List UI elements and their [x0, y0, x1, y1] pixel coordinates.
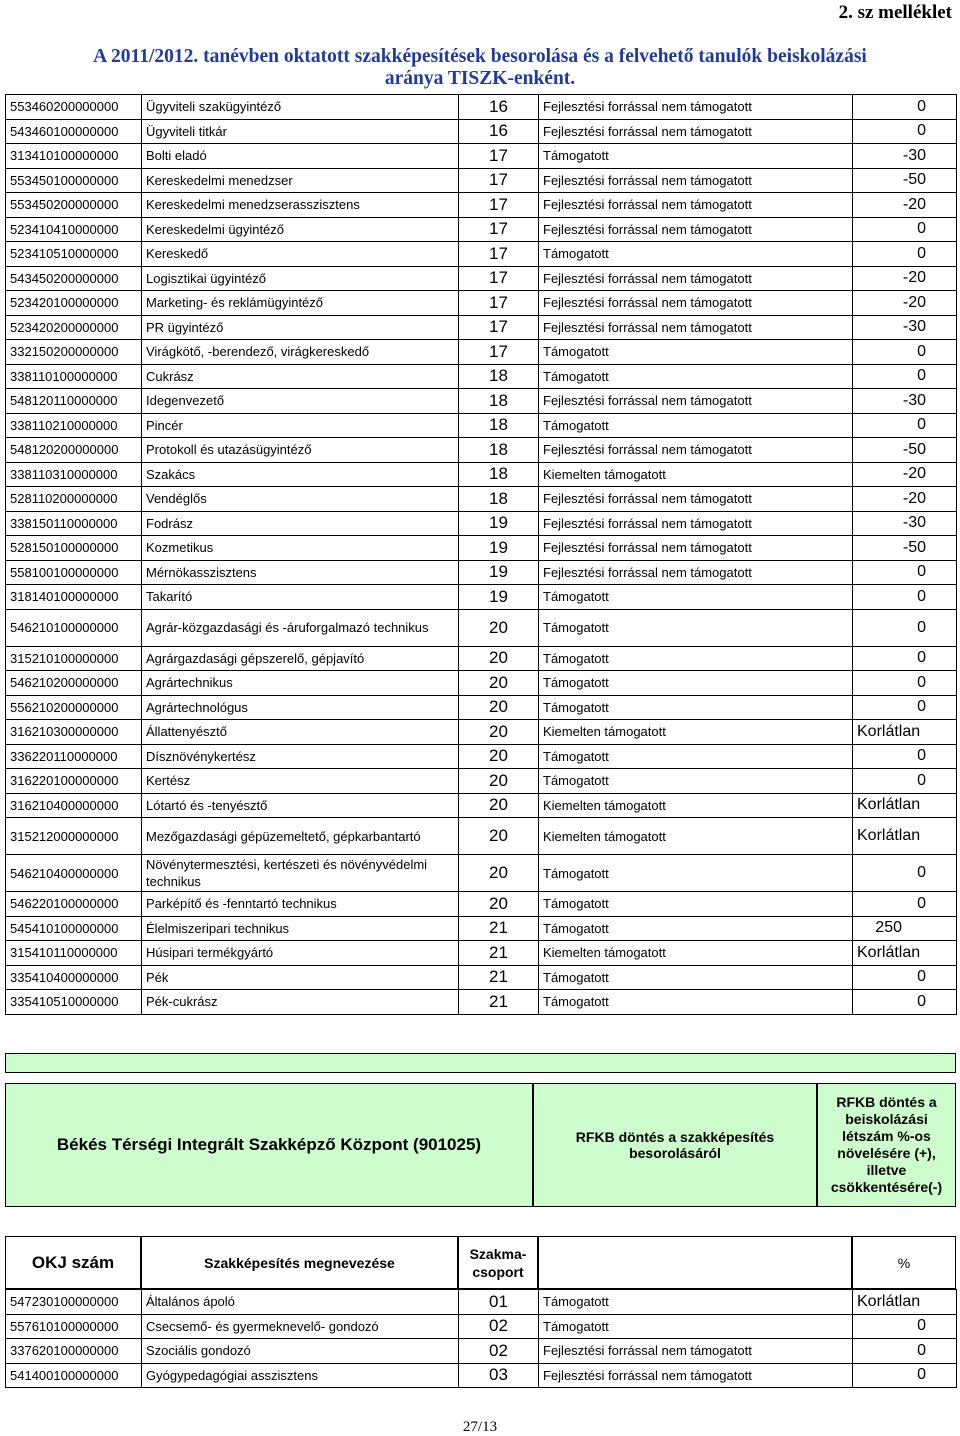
support-status: Támogatott	[539, 965, 853, 990]
table-row	[6, 266, 957, 291]
profession-group: 16	[459, 95, 539, 120]
support-status: Támogatott	[539, 892, 853, 917]
support-status: Támogatott	[539, 1290, 853, 1315]
profession-group: 19	[459, 536, 539, 561]
support-status: Támogatott	[539, 744, 853, 769]
profession-group: 17	[459, 193, 539, 218]
intake-change: 0	[853, 965, 957, 990]
okj-code: 546210400000000	[6, 855, 142, 892]
qualification-name: Lótartó és -tenyésztő	[142, 793, 459, 818]
okj-code: 548120200000000	[6, 438, 142, 463]
intake-change: 0	[853, 646, 957, 671]
profession-group: 17	[459, 340, 539, 365]
qualification-name: PR ügyintéző	[142, 315, 459, 340]
table-row	[6, 144, 957, 169]
intake-change: -20	[853, 193, 957, 218]
okj-code: 337620100000000	[6, 1339, 142, 1364]
support-status: Támogatott	[539, 695, 853, 720]
support-status: Kiemelten támogatott	[539, 462, 853, 487]
table-row	[6, 389, 957, 414]
support-status: Kiemelten támogatott	[539, 720, 853, 745]
table-row	[6, 193, 957, 218]
table-row	[6, 95, 957, 120]
table-row	[6, 695, 957, 720]
intake-change: 0	[853, 340, 957, 365]
table-row	[6, 671, 957, 696]
table-row	[6, 585, 957, 610]
qualification-name: Parképítő és -fenntartó technikus	[142, 892, 459, 917]
intake-change: -20	[853, 462, 957, 487]
profession-group: 17	[459, 217, 539, 242]
intake-change: 250	[853, 916, 957, 941]
okj-code: 335410400000000	[6, 965, 142, 990]
qualification-name: Pék	[142, 965, 459, 990]
okj-code: 546210200000000	[6, 671, 142, 696]
table-row	[6, 646, 957, 671]
okj-code: 313410100000000	[6, 144, 142, 169]
qualification-name: Dísznövénykertész	[142, 744, 459, 769]
table-row	[6, 364, 957, 389]
profession-group: 20	[459, 671, 539, 696]
support-status: Támogatott	[539, 855, 853, 892]
intake-change: -20	[853, 266, 957, 291]
okj-column-header: OKJ szám	[5, 1236, 141, 1289]
support-status: Támogatott	[539, 671, 853, 696]
okj-code: 335410510000000	[6, 990, 142, 1015]
support-status: Támogatott	[539, 609, 853, 646]
page-title	[0, 46, 960, 90]
support-status: Fejlesztési forrással nem támogatott	[539, 95, 853, 120]
support-status: Fejlesztési forrással nem támogatott	[539, 438, 853, 463]
support-status: Fejlesztési forrással nem támogatott	[539, 511, 853, 536]
intake-change: -30	[853, 315, 957, 340]
okj-code: 316210400000000	[6, 793, 142, 818]
support-status: Kiemelten támogatott	[539, 793, 853, 818]
intake-change: 0	[853, 744, 957, 769]
okj-code: 316210300000000	[6, 720, 142, 745]
table-row	[6, 769, 957, 794]
okj-code: 336220110000000	[6, 744, 142, 769]
intake-change: 0	[853, 413, 957, 438]
qualification-name: Fodrász	[142, 511, 459, 536]
qualification-name: Növénytermesztési, kertészeti és növényvédelmi technikus	[142, 855, 459, 892]
okj-code: 553450200000000	[6, 193, 142, 218]
intake-change: Korlátlan	[853, 720, 957, 745]
qualification-name: Virágkötő, -berendező, virágkereskedő	[142, 340, 459, 365]
table-row	[6, 119, 957, 144]
qualification-name: Csecsemő- és gyermeknevelő- gondozó	[142, 1314, 459, 1339]
support-status: Fejlesztési forrással nem támogatott	[539, 536, 853, 561]
intake-change: -50	[853, 168, 957, 193]
table-row	[6, 315, 957, 340]
column-header-row	[5, 1236, 956, 1289]
table-row	[6, 793, 957, 818]
intake-change: 0	[853, 671, 957, 696]
profession-group: 21	[459, 965, 539, 990]
okj-code: 558100100000000	[6, 560, 142, 585]
qualification-name: Vendéglős	[142, 487, 459, 512]
table-row	[6, 855, 957, 892]
intake-change: 0	[853, 769, 957, 794]
title-line-1: A 2011/2012. tanévben oktatott szakképesítések besorolása és a felvehető tanulók beiskolázási	[93, 46, 867, 67]
qualification-name: Kereskedő	[142, 242, 459, 267]
profession-group: 17	[459, 315, 539, 340]
table-row	[6, 217, 957, 242]
support-status: Fejlesztési forrással nem támogatott	[539, 266, 853, 291]
support-status: Fejlesztési forrással nem támogatott	[539, 217, 853, 242]
profession-group: 02	[459, 1339, 539, 1364]
table-row	[6, 536, 957, 561]
okj-code: 547230100000000	[6, 1290, 142, 1315]
table-row	[6, 560, 957, 585]
table-row	[6, 941, 957, 966]
table-row	[6, 242, 957, 267]
intake-change: 0	[853, 855, 957, 892]
support-status: Fejlesztési forrással nem támogatott	[539, 389, 853, 414]
center-name: Békés Térségi Integrált Szakképző Központ (901025)	[5, 1083, 533, 1207]
profession-group: 17	[459, 144, 539, 169]
okj-code: 523420100000000	[6, 291, 142, 316]
table-row	[6, 609, 957, 646]
table-row	[6, 1339, 957, 1364]
intake-change: 0	[853, 695, 957, 720]
support-status: Támogatott	[539, 1314, 853, 1339]
pct-column-header: %	[852, 1236, 956, 1289]
support-status: Fejlesztési forrással nem támogatott	[539, 315, 853, 340]
table-row	[6, 1314, 957, 1339]
profession-group: 16	[459, 119, 539, 144]
okj-code: 545410100000000	[6, 916, 142, 941]
okj-code: 528150100000000	[6, 536, 142, 561]
rfkb-classification-header: RFKB döntés a szakképesítés besorolásáról	[533, 1083, 817, 1207]
support-status: Támogatott	[539, 242, 853, 267]
rfkb-ratio-header: RFKB döntés a beiskolázási létszám %-os növelésére (+), illetve csökkentésére(-)	[817, 1083, 956, 1207]
intake-change: 0	[853, 609, 957, 646]
table-row	[6, 1290, 957, 1315]
profession-group: 20	[459, 646, 539, 671]
table-row	[6, 965, 957, 990]
page-number: 27/13	[462, 1419, 498, 1435]
okj-code: 543460100000000	[6, 119, 142, 144]
okj-code: 523420200000000	[6, 315, 142, 340]
okj-code: 553460200000000	[6, 95, 142, 120]
okj-code: 556210200000000	[6, 695, 142, 720]
profession-group: 17	[459, 242, 539, 267]
support-status: Kiemelten támogatott	[539, 941, 853, 966]
intake-change: Korlátlan	[853, 818, 957, 855]
okj-code: 315212000000000	[6, 818, 142, 855]
support-status: Támogatott	[539, 990, 853, 1015]
qualification-name: Gyógypedagógiai asszisztens	[142, 1363, 459, 1388]
qualification-name: Marketing- és reklámügyintéző	[142, 291, 459, 316]
intake-change: 0	[853, 95, 957, 120]
intake-change: -20	[853, 487, 957, 512]
intake-change: -30	[853, 389, 957, 414]
qualification-name: Pincér	[142, 413, 459, 438]
okj-code: 332150200000000	[6, 340, 142, 365]
support-status: Támogatott	[539, 413, 853, 438]
profession-group: 18	[459, 413, 539, 438]
profession-group: 20	[459, 818, 539, 855]
qualification-name: Agrártechnológus	[142, 695, 459, 720]
intake-change: -50	[853, 536, 957, 561]
support-status: Támogatott	[539, 585, 853, 610]
okj-code: 318140100000000	[6, 585, 142, 610]
profession-group: 02	[459, 1314, 539, 1339]
table-row	[6, 1363, 957, 1388]
table-row	[6, 413, 957, 438]
qualification-name: Agrártechnikus	[142, 671, 459, 696]
profession-group: 20	[459, 695, 539, 720]
intake-change: 0	[853, 1339, 957, 1364]
intake-change: 0	[853, 585, 957, 610]
qualification-name: Cukrász	[142, 364, 459, 389]
intake-change: 0	[853, 560, 957, 585]
support-status: Támogatott	[539, 340, 853, 365]
table-row	[6, 511, 957, 536]
support-status: Fejlesztési forrással nem támogatott	[539, 1363, 853, 1388]
qualification-name: Mezőgazdasági gépüzemeltető, gépkarbantartó	[142, 818, 459, 855]
profession-group: 19	[459, 560, 539, 585]
section2-table	[5, 1289, 957, 1388]
intake-change: -50	[853, 438, 957, 463]
qualifications-table	[5, 94, 957, 1015]
support-status: Támogatott	[539, 144, 853, 169]
intake-change: 0	[853, 1314, 957, 1339]
profession-group: 20	[459, 609, 539, 646]
qualification-name: Takarító	[142, 585, 459, 610]
profession-group: 18	[459, 438, 539, 463]
support-status: Fejlesztési forrással nem támogatott	[539, 291, 853, 316]
profession-group: 01	[459, 1290, 539, 1315]
support-status: Fejlesztési forrással nem támogatott	[539, 193, 853, 218]
group-column-header: Szakma-csoport	[458, 1236, 538, 1289]
table-row	[6, 340, 957, 365]
intake-change: -30	[853, 511, 957, 536]
support-status: Kiemelten támogatott	[539, 818, 853, 855]
profession-group: 20	[459, 720, 539, 745]
qualification-name: Kereskedelmi menedzserasszisztens	[142, 193, 459, 218]
qualification-name: Agrár-közgazdasági és -áruforgalmazó technikus	[142, 609, 459, 646]
okj-code: 338150110000000	[6, 511, 142, 536]
profession-group: 03	[459, 1363, 539, 1388]
okj-code: 316220100000000	[6, 769, 142, 794]
intake-change: 0	[853, 1363, 957, 1388]
qualification-name: Szociális gondozó	[142, 1339, 459, 1364]
qualification-name: Mérnökasszisztens	[142, 560, 459, 585]
qualification-name: Agrárgazdasági gépszerelő, gépjavító	[142, 646, 459, 671]
qualification-name: Bolti eladó	[142, 144, 459, 169]
support-status: Támogatott	[539, 364, 853, 389]
table-row	[6, 438, 957, 463]
okj-code: 553450100000000	[6, 168, 142, 193]
table-row	[6, 487, 957, 512]
table-row	[6, 818, 957, 855]
profession-group: 18	[459, 462, 539, 487]
okj-code: 338110210000000	[6, 413, 142, 438]
intake-change: Korlátlan	[853, 793, 957, 818]
qualification-name: Általános ápoló	[142, 1290, 459, 1315]
okj-code: 338110100000000	[6, 364, 142, 389]
intake-change: 0	[853, 217, 957, 242]
support-status: Támogatott	[539, 769, 853, 794]
qualification-name: Kereskedelmi menedzser	[142, 168, 459, 193]
qualification-name: Kozmetikus	[142, 536, 459, 561]
profession-group: 20	[459, 744, 539, 769]
name-column-header: Szakképesítés megnevezése	[141, 1236, 458, 1289]
support-column-header	[538, 1236, 852, 1289]
qualification-name: Kereskedelmi ügyintéző	[142, 217, 459, 242]
intake-change: 0	[853, 990, 957, 1015]
support-status: Fejlesztési forrással nem támogatott	[539, 168, 853, 193]
table-row	[6, 744, 957, 769]
support-status: Fejlesztési forrással nem támogatott	[539, 1339, 853, 1364]
profession-group: 17	[459, 291, 539, 316]
support-status: Támogatott	[539, 916, 853, 941]
qualification-name: Húsipari termékgyártó	[142, 941, 459, 966]
table-row	[6, 168, 957, 193]
support-status: Fejlesztési forrással nem támogatott	[539, 560, 853, 585]
okj-code: 548120110000000	[6, 389, 142, 414]
table-row	[6, 720, 957, 745]
okj-code: 523410510000000	[6, 242, 142, 267]
okj-code: 546220100000000	[6, 892, 142, 917]
profession-group: 19	[459, 511, 539, 536]
table-row	[6, 990, 957, 1015]
support-status: Fejlesztési forrással nem támogatott	[539, 487, 853, 512]
profession-group: 18	[459, 487, 539, 512]
annex-label: 2. sz melléklet	[838, 2, 952, 23]
intake-change: Korlátlan	[853, 941, 957, 966]
profession-group: 20	[459, 855, 539, 892]
section-divider	[5, 1053, 956, 1073]
table-row	[6, 462, 957, 487]
qualification-name: Logisztikai ügyintéző	[142, 266, 459, 291]
intake-change: 0	[853, 119, 957, 144]
profession-group: 21	[459, 916, 539, 941]
intake-change: 0	[853, 364, 957, 389]
intake-change: 0	[853, 242, 957, 267]
qualification-name: Ügyviteli szakügyintéző	[142, 95, 459, 120]
qualification-name: Ügyviteli titkár	[142, 119, 459, 144]
profession-group: 18	[459, 364, 539, 389]
okj-code: 528110200000000	[6, 487, 142, 512]
table-row	[6, 291, 957, 316]
table-row	[6, 916, 957, 941]
okj-code: 543450200000000	[6, 266, 142, 291]
intake-change: -20	[853, 291, 957, 316]
title-line-2: aránya TISZK-enként.	[384, 68, 576, 89]
intake-change: Korlátlan	[853, 1290, 957, 1315]
table-row	[6, 892, 957, 917]
profession-group: 17	[459, 266, 539, 291]
intake-change: -30	[853, 144, 957, 169]
qualification-name: Állattenyésztő	[142, 720, 459, 745]
qualification-name: Élelmiszeripari technikus	[142, 916, 459, 941]
profession-group: 20	[459, 769, 539, 794]
qualification-name: Protokoll és utazásügyintéző	[142, 438, 459, 463]
profession-group: 17	[459, 168, 539, 193]
okj-code: 523410410000000	[6, 217, 142, 242]
profession-group: 20	[459, 892, 539, 917]
okj-code: 541400100000000	[6, 1363, 142, 1388]
intake-change: 0	[853, 892, 957, 917]
profession-group: 21	[459, 990, 539, 1015]
support-status: Támogatott	[539, 646, 853, 671]
okj-code: 557610100000000	[6, 1314, 142, 1339]
qualification-name: Szakács	[142, 462, 459, 487]
profession-group: 21	[459, 941, 539, 966]
profession-group: 19	[459, 585, 539, 610]
qualification-name: Idegenvezető	[142, 389, 459, 414]
qualification-name: Kertész	[142, 769, 459, 794]
okj-code: 546210100000000	[6, 609, 142, 646]
profession-group: 20	[459, 793, 539, 818]
support-status: Fejlesztési forrással nem támogatott	[539, 119, 853, 144]
qualification-name: Pék-cukrász	[142, 990, 459, 1015]
okj-code: 338110310000000	[6, 462, 142, 487]
okj-code: 315210100000000	[6, 646, 142, 671]
profession-group: 18	[459, 389, 539, 414]
okj-code: 315410110000000	[6, 941, 142, 966]
